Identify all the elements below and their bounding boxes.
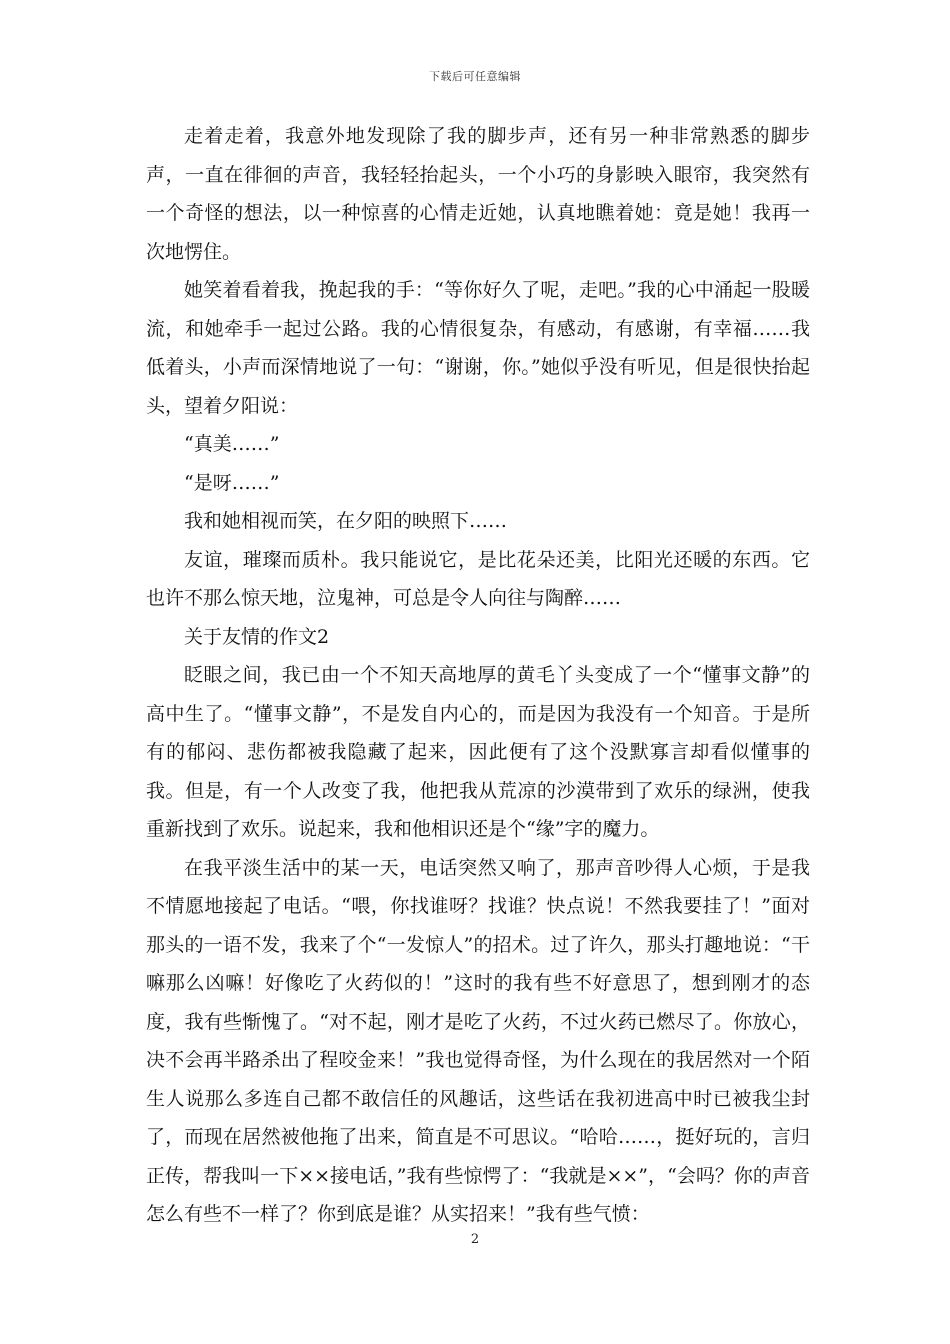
paragraph: 友谊，璀璨而质朴。我只能说它，是比花朵还美，比阳光还暖的东西。它也许不那么惊天地，泣鬼神，可总是令人向往与陶醉……: [146, 548, 810, 609]
paragraph: 走着走着，我意外地发现除了我的脚步声，还有另一种非常熟悉的脚步声，一直在徘徊的声音，我轻轻抬起头，一个小巧的身影映入眼帘，我突然有一个奇怪的想法，以一种惊喜的心情走近她，认真地瞧着她：竟是她！我再一次地愣住。: [146, 125, 810, 263]
section-title: 关于友情的作文2: [184, 625, 330, 648]
paragraph: “真美……”: [184, 433, 280, 455]
page-number: 2: [470, 1232, 480, 1247]
page-header: 下载后可任意编辑: [429, 70, 521, 83]
document-body: [146, 117, 810, 1234]
paragraph: 她笑着看着我，挽起我的手：“等你好久了呢，走吧。”我的心中涌起一股暖流，和她牵手一起过公路。我的心情很复杂，有感动，有感谢，有幸福……我低着头，小声而深情地说了一句：“谢谢，你。”她似乎没有听见，但是很快抬起头，望着夕阳说：: [146, 279, 810, 417]
paragraph: 我和她相视而笑，在夕阳的映照下……: [184, 510, 508, 532]
paragraph: 在我平淡生活中的某一天，电话突然又响了，那声音吵得人心烦，于是我不情愿地接起了电话。“喂，你找谁呀？找谁？快点说！不然我要挂了！”面对那头的一语不发，我来了个“一发惊人”的招术。过了许久，那头打趣地说：“干嘛那么凶嘛！好像吃了火药似的！”这时的我有些不好意思了，想到刚才的态度，我有些惭愧了。“对不起，刚才是吃了火药，不过火药已燃尽了。你放心，决不会再半路杀出了程咬金来！”我也觉得奇怪，为什么现在的我居然对一个陌生人说那么多连自己都不敢信任的风趣话，这些话在我初进高中时已被我尘封了，而现在居然被他拖了出来，简直是不可思议。“哈哈……，挺好玩的，言归正传，帮我叫一下××接电话，”我有些惊愕了：“我就是××”，“会吗？你的声音怎么有些不一样了？你到底是谁？从实招来！”我有些气愤：: [146, 856, 810, 1225]
paragraph: “是呀……”: [184, 471, 280, 494]
paragraph: 眨眼之间，我已由一个不知天高地厚的黄毛丫头变成了一个“懂事文静”的高中生了。“懂事文静”，不是发自内心的，而是因为我没有一个知音。于是所有的郁闷、悲伤都被我隐藏了起来，因此便有了这个没默寡言却看似懂事的我。但是，有一个人改变了我，他把我从荒凉的沙漠带到了欢乐的绿洲，使我重新找到了欢乐。说起来，我和他相识还是个“缘”字的魔力。: [146, 664, 810, 840]
